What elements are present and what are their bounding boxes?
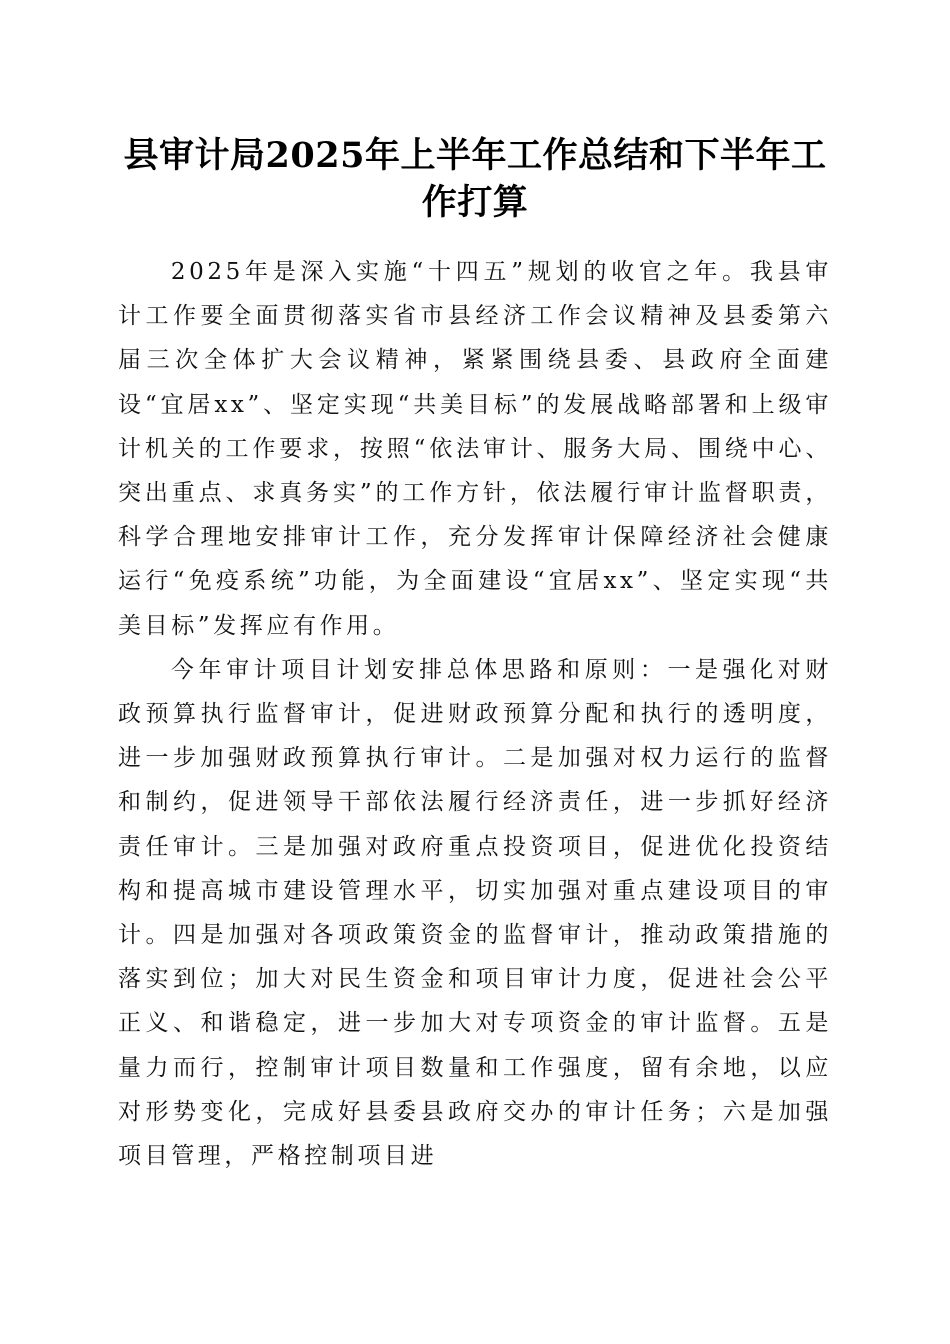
document-title: 县审计局2025年上半年工作总结和下半年工作打算 <box>123 135 827 223</box>
paragraph-principles: 今年审计项目计划安排总体思路和原则：一是强化对财政预算执行监督审计，促进财政预算分配和执行的透明度，进一步加强财政预算执行审计。二是加强对权力运行的监督和制约，促进领导干部依法履行经济责任，进一步抓好经济责任审计。三是加强对政府重点投资项目，促进优化投资结构和提高城市建设管理水平，切实加强对重点建设项目的审计。四是加强对各项政策资金的监督审计，推动政策措施的落实到位；加大对民生资金和项目审计力度，促进社会公平正义、和谐稳定，进一步加大对专项资金的审计监督。五是量力而行，控制审计项目数量和工作强度，留有余地，以应对形势变化，完成好县委县政府交办的审计任务；六是加强项目管理，严格控制项目进 <box>118 656 832 1170</box>
paragraph-intro: 2025年是深入实施“十四五”规划的收官之年。我县审计工作要全面贯彻落实省市县经济工作会议精神及县委第六届三次全体扩大会议精神，紧紧围绕县委、县政府全面建设“宜居xx”、坚定实现“共美目标”的发展战略部署和上级审计机关的工作要求，按照“依法审计、服务大局、围绕中心、突出重点、求真务实”的工作方针，依法履行审计监督职责，科学合理地安排审计工作，充分发挥审计保障经济社会健康运行“免疫系统”功能，为全面建设“宜居xx”、坚定实现“共美目标”发挥应有作用。 <box>118 259 832 639</box>
document-body <box>118 250 832 1178</box>
